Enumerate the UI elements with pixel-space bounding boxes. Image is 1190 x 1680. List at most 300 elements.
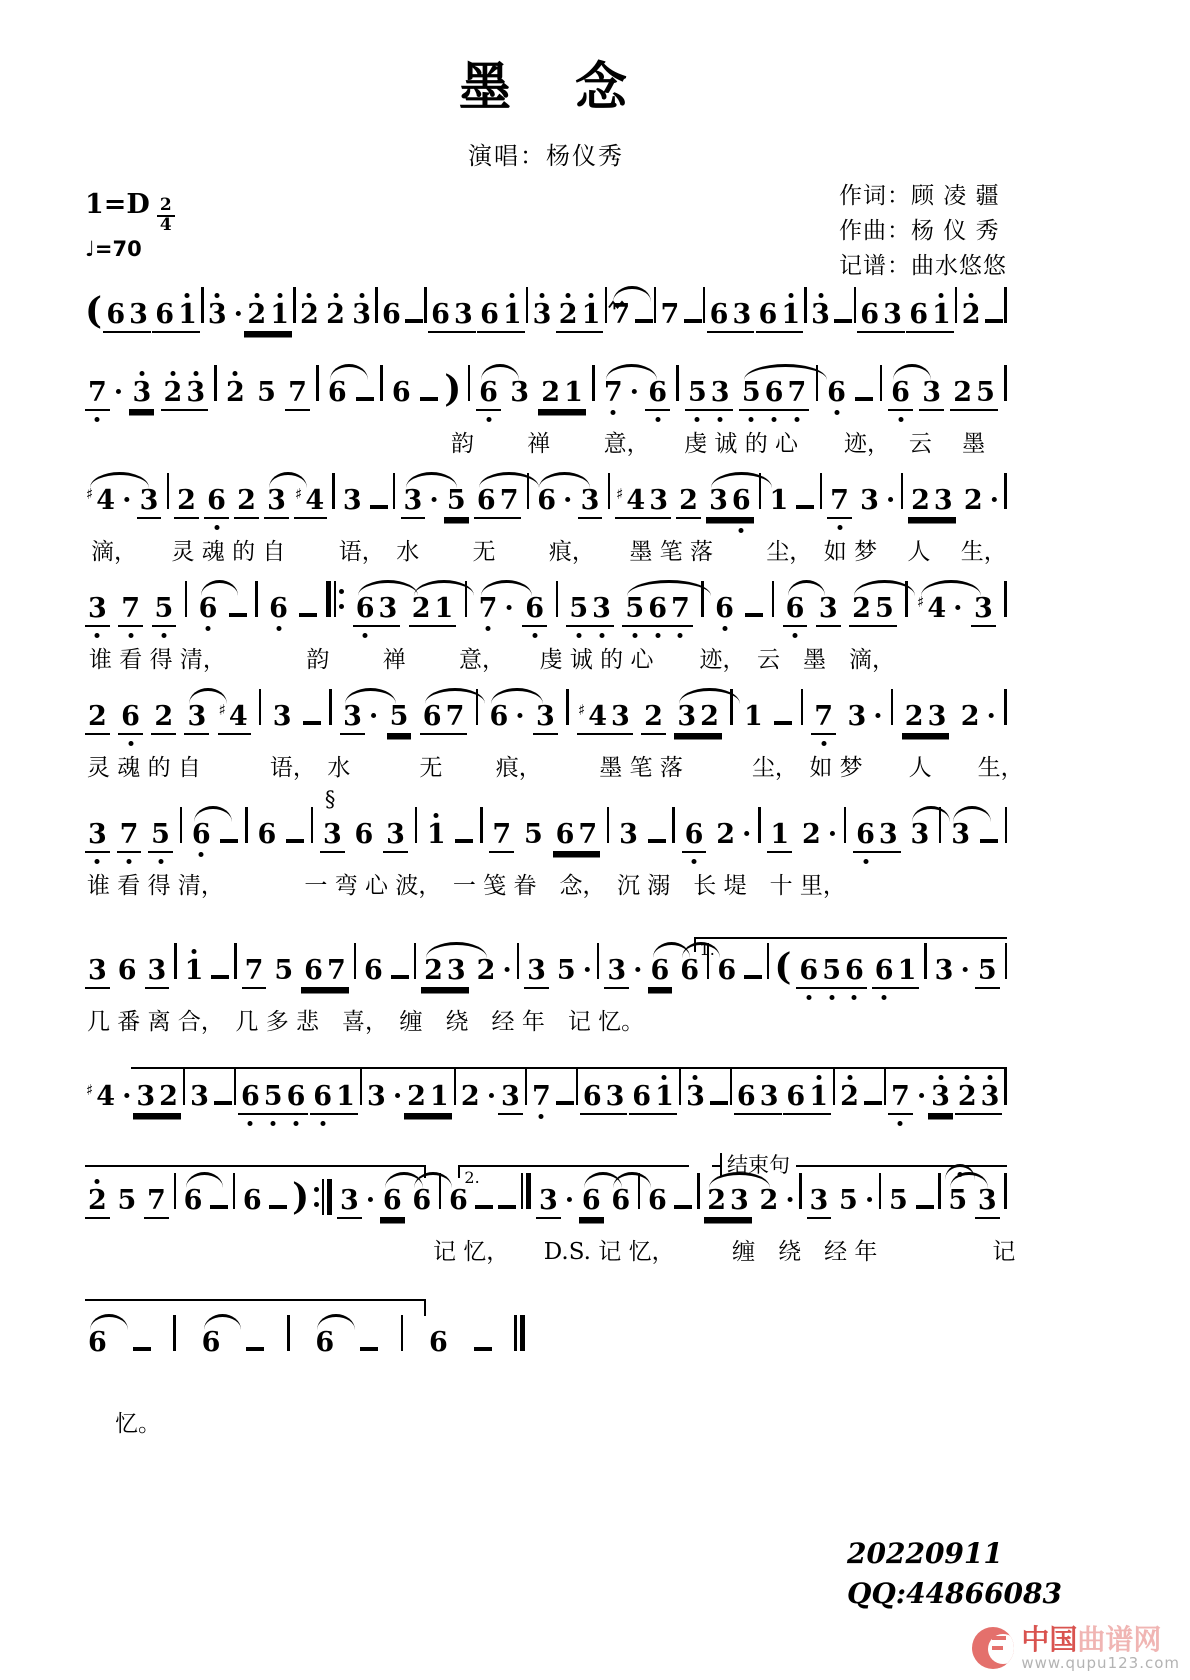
note: 3 <box>948 805 973 866</box>
barline <box>1004 287 1006 323</box>
note: 6 1 <box>906 285 954 348</box>
barline <box>1004 473 1006 509</box>
note: 1 <box>767 805 792 868</box>
volta-2-label: 2. <box>464 1168 480 1187</box>
augmentation-dot: · <box>504 593 514 624</box>
system-6 <box>85 787 1007 901</box>
barline <box>772 581 774 617</box>
barline <box>468 365 470 401</box>
barline <box>174 1173 176 1209</box>
dash-note <box>864 1101 882 1105</box>
barline <box>672 807 674 843</box>
date-note: 20220911 <box>847 1537 1003 1570</box>
barline <box>1004 1173 1006 1209</box>
note: 6 <box>783 579 808 642</box>
note: 6 5 6 <box>238 1067 308 1130</box>
note: 6 7 <box>474 471 522 534</box>
notation-line-3 <box>85 471 1007 537</box>
notation-line-2 <box>85 363 1007 429</box>
note: 3 <box>85 805 110 868</box>
note: 6 <box>257 819 277 850</box>
augmentation-dot: · <box>633 955 643 986</box>
watermark[interactable] <box>972 1622 1180 1673</box>
note: 2 · <box>716 819 752 850</box>
double-barline <box>521 1173 531 1209</box>
system-2 <box>85 363 1007 459</box>
note: 3 <box>811 299 830 330</box>
barline <box>393 473 395 509</box>
barline <box>758 807 760 843</box>
augmentation-dot: · <box>986 701 996 732</box>
note: 2 <box>234 471 259 534</box>
note: 3 <box>129 363 154 426</box>
note: 3 · <box>536 1171 574 1234</box>
barline <box>938 1173 940 1209</box>
note: 2 <box>300 299 319 330</box>
barline <box>174 943 176 979</box>
close-paren: ) <box>444 368 462 410</box>
barline <box>380 365 382 401</box>
augmentation-dot: · <box>486 1081 497 1112</box>
note: 1 <box>769 485 789 516</box>
note: 6 3 <box>734 1067 782 1130</box>
note: 2 <box>326 299 345 330</box>
note: 3 <box>975 1171 1000 1234</box>
note: 2 <box>226 377 245 408</box>
augmentation-dot: · <box>392 1081 403 1112</box>
dash-note <box>985 319 1003 323</box>
augmentation-dot: · <box>582 955 593 986</box>
note: 6 · <box>486 687 524 748</box>
note: ♯ 4 · <box>916 579 962 640</box>
note: 7 <box>660 299 680 330</box>
note: 2 <box>85 687 110 750</box>
notation-line-10 <box>85 1313 525 1379</box>
note: 2 1 <box>556 285 604 348</box>
dash-note <box>229 613 247 617</box>
repeat-start-barline <box>326 581 344 617</box>
barline <box>329 689 331 725</box>
augmentation-dot: · <box>864 1185 875 1216</box>
barline <box>401 1315 403 1351</box>
barline <box>293 287 295 323</box>
credits-block <box>839 179 1007 284</box>
barline <box>167 473 169 509</box>
note: 6 3 <box>103 285 151 348</box>
augmentation-dot: · <box>515 701 525 732</box>
note: 3 2 <box>133 1067 181 1130</box>
dash-note <box>360 1347 378 1351</box>
note: 5 <box>387 687 412 750</box>
note: 6 1 <box>477 285 525 348</box>
lyrics-line-5: 灵 魂 的 自 语， 水 无 痕， 墨 笔 落 尘， 如 梦 人 生， <box>87 755 1024 781</box>
note: 3 <box>85 579 110 642</box>
augmentation-dot: · <box>916 1081 927 1112</box>
dash-note <box>916 1205 934 1209</box>
note: 7 <box>608 285 633 346</box>
dash-note <box>214 1101 232 1105</box>
barline <box>605 287 607 323</box>
barline <box>884 1069 886 1105</box>
note: 2 · <box>963 485 1000 516</box>
note: 3 <box>137 471 162 534</box>
dash-note <box>286 839 304 843</box>
augmentation-dot: · <box>365 1185 376 1216</box>
barline <box>375 287 377 323</box>
note: 5 <box>117 1185 137 1216</box>
volta-1-label: 1. <box>699 940 715 959</box>
barline <box>234 943 236 979</box>
barline <box>287 1315 289 1351</box>
barline <box>955 287 957 323</box>
barline <box>245 807 247 843</box>
note: 2 5 <box>950 363 998 426</box>
note: 3 <box>510 377 530 408</box>
note: 3 <box>85 941 110 1004</box>
note: 2 3 <box>908 471 956 534</box>
note: 6 1 <box>872 941 920 1004</box>
barline <box>576 1069 578 1105</box>
sharp-icon: ♯ <box>86 485 94 503</box>
performer-line: 演唱：杨仪秀 <box>468 142 624 170</box>
system-9 <box>85 1153 1016 1267</box>
note: 6 3 <box>707 285 755 348</box>
lyrics-line-9: 记 忆， D.S. 记 忆， 缠 绕 经 年 记 <box>433 1239 1016 1265</box>
barline <box>607 807 609 843</box>
note: 6 <box>715 593 734 624</box>
lyrics-line-2: 韵 禅 意， 虔 诚 的 心 迹， 云 墨 <box>451 431 986 457</box>
note: 2 1 <box>409 579 457 642</box>
note: 3 6 <box>706 471 754 534</box>
dash-note <box>674 1205 692 1209</box>
note: 6 <box>677 941 702 1002</box>
note: 5 6 7 <box>622 579 692 642</box>
augmentation-dot: · <box>502 955 512 986</box>
system-3 <box>85 471 1007 567</box>
note: 3 · <box>847 701 883 732</box>
note: 2 · <box>460 1081 497 1112</box>
note: 7 <box>531 1081 551 1112</box>
note: 2 3 <box>704 1171 752 1234</box>
barline <box>414 943 416 979</box>
note: 5 <box>889 1185 908 1216</box>
song-title: 墨 念 <box>458 57 633 118</box>
barline <box>233 1173 235 1209</box>
note: 6 1 <box>629 1067 677 1130</box>
barline <box>424 287 426 323</box>
watermark-url[interactable]: www.qupu123.com <box>1021 1654 1180 1673</box>
note: 2 3 <box>161 363 209 426</box>
note: 6 <box>409 1171 434 1232</box>
barline <box>525 1069 527 1105</box>
dash-note <box>474 1347 492 1351</box>
note: 5 3 <box>566 579 614 642</box>
open-paren: ( <box>774 946 792 988</box>
dash-note <box>745 613 763 617</box>
note: 2 3 <box>955 1067 1003 1130</box>
dash-note <box>405 319 423 323</box>
score-meta <box>85 185 1007 281</box>
sharp-icon: ♯ <box>295 485 303 503</box>
time-signature-denominator: 4 <box>159 215 172 235</box>
barline <box>833 1069 835 1105</box>
note: 3 <box>816 579 841 642</box>
note: 6 1 <box>756 285 804 348</box>
note: 3 <box>145 941 170 1004</box>
dash-note <box>710 1101 728 1105</box>
barline <box>201 287 203 323</box>
barline <box>880 365 882 401</box>
augmentation-dot: · <box>827 819 838 850</box>
key-signature <box>85 189 175 234</box>
notation-line-8 <box>85 1067 1007 1133</box>
note: 2 3 <box>902 687 950 750</box>
note: 6 <box>448 1185 468 1216</box>
note: 6 <box>199 1313 224 1374</box>
note: 6 <box>608 1171 633 1232</box>
dash-note <box>498 1205 516 1209</box>
dash-note <box>246 1347 264 1351</box>
segno-icon: § <box>324 787 336 811</box>
dash-note <box>356 397 374 401</box>
notation-line-1 <box>85 285 1007 351</box>
qupu-logo-icon <box>972 1627 1014 1669</box>
barline <box>730 1069 732 1105</box>
note: 6 · <box>534 471 572 532</box>
note: 6 <box>717 955 737 986</box>
dash-note <box>269 1205 287 1209</box>
barline <box>901 473 903 509</box>
barline <box>556 581 558 617</box>
note: 3 <box>272 701 292 732</box>
note: 5 <box>152 579 177 642</box>
barline <box>234 1069 236 1105</box>
barline <box>183 1069 185 1105</box>
dash-note <box>210 1205 228 1209</box>
note: ♯ 4 <box>294 471 327 534</box>
dash-note <box>299 613 317 617</box>
note: 3 <box>264 471 289 534</box>
note: 6 <box>682 805 707 868</box>
note: 2 <box>961 299 981 330</box>
barline <box>415 807 417 843</box>
dash-note <box>648 839 666 843</box>
sharp-icon: ♯ <box>917 593 925 611</box>
note: 7 · <box>888 1067 926 1130</box>
dash-note <box>455 839 473 843</box>
note: 3 · <box>207 299 244 330</box>
notation-line-4 <box>85 579 1007 645</box>
note: 3 · <box>934 955 970 986</box>
note: 3 <box>919 363 944 426</box>
note: 2 · <box>759 1185 795 1216</box>
barline <box>354 943 356 979</box>
note: 2 · <box>476 955 512 986</box>
barline <box>259 689 261 725</box>
sharp-icon: ♯ <box>86 1081 94 1099</box>
note: 6 <box>648 941 673 1004</box>
barline <box>1004 365 1006 401</box>
note: 7 <box>118 579 143 642</box>
note: 6 <box>269 593 288 624</box>
lyricist-credit: 作词：顾 凌 疆 <box>839 183 1000 209</box>
note: ♯ 4 · <box>86 1081 132 1112</box>
note: 7 <box>811 687 836 750</box>
note: 2 <box>174 471 199 534</box>
time-signature-numerator: 2 <box>157 197 175 217</box>
barline <box>1004 1069 1006 1105</box>
note: 3 <box>619 819 638 850</box>
barline <box>676 365 678 401</box>
double-barline <box>514 1315 524 1351</box>
barline <box>697 1173 699 1209</box>
note: 3 · <box>337 1171 375 1234</box>
note: ♯ 4 3 <box>615 471 671 534</box>
dash-note <box>556 1101 574 1105</box>
note: 6 <box>196 579 221 640</box>
close-paren: ) <box>292 1176 310 1218</box>
note: 2 1 <box>244 285 292 348</box>
repeat-end-barline <box>314 1179 332 1215</box>
barline <box>517 943 519 979</box>
note: 6 <box>189 805 214 866</box>
composer-credit: 作曲：杨 仪 秀 <box>839 218 1000 244</box>
note: 5 <box>444 471 469 534</box>
note: 6 3 <box>853 805 901 868</box>
note: 6 <box>312 1313 337 1374</box>
barline <box>891 689 893 725</box>
dash-note <box>635 319 653 323</box>
note: 3 <box>184 687 209 750</box>
dash-note <box>834 319 852 323</box>
barline <box>703 287 705 323</box>
note: 6 7 <box>420 687 468 750</box>
dash-note <box>475 1205 493 1209</box>
note: 6 5 6 <box>796 941 866 1004</box>
barline <box>799 1173 801 1209</box>
note: 5 <box>945 1171 970 1232</box>
note: 6 1 <box>783 1067 831 1130</box>
note: 6 <box>181 1171 206 1232</box>
note: 2 <box>840 1081 859 1112</box>
note: 3 <box>190 1081 209 1112</box>
barline <box>804 287 806 323</box>
signature-block <box>847 1534 1062 1614</box>
note: 5 · <box>839 1185 875 1216</box>
dash-note <box>133 1347 151 1351</box>
note: 7 <box>242 941 267 1004</box>
barline <box>820 473 822 509</box>
note: ♯ 4 <box>218 687 251 750</box>
note: ♯ 4 · <box>85 471 131 532</box>
watermark-brand-part1: 中国 <box>1021 1622 1078 1656</box>
note: 6 <box>827 377 846 408</box>
note: 3 <box>498 1067 523 1130</box>
notation-line-5 <box>85 687 1007 753</box>
note: 6 <box>382 299 401 330</box>
sharp-icon: ♯ <box>616 485 624 503</box>
note: 3 <box>686 1081 705 1112</box>
note: 6 <box>888 363 913 426</box>
note: 5 3 <box>685 363 733 426</box>
note: 6 3 <box>580 1067 628 1130</box>
watermark-brand-part2: 曲谱网 <box>1077 1622 1162 1656</box>
note: 3 <box>971 579 996 642</box>
notation-line-6 <box>85 787 1007 871</box>
lyrics-line-6: 谁 看 得 清， 一 弯 心 波， 一 笺 眷 念， 沉 溺 长 堤 十 里， <box>87 873 846 899</box>
note: 6 1 <box>310 1067 358 1130</box>
note: 3 2 <box>674 687 722 750</box>
system-1 <box>85 285 1007 351</box>
system-4 <box>85 579 1007 675</box>
dash-note <box>744 975 762 979</box>
note: 6 3 <box>353 579 401 642</box>
dash-note <box>211 975 229 979</box>
note: 7 <box>117 805 142 868</box>
note: 6 <box>380 1171 405 1234</box>
note: 3 <box>533 687 558 750</box>
tempo-marking: ♩=70 <box>85 237 142 261</box>
note: 1 <box>184 955 204 986</box>
note: 5 · <box>556 955 593 986</box>
note: 7 · <box>85 363 123 426</box>
augmentation-dot: · <box>960 955 970 986</box>
note: 3 · <box>367 1081 403 1112</box>
augmentation-dot: · <box>629 377 640 408</box>
note: 6 7 <box>553 805 601 868</box>
barline <box>608 473 610 509</box>
ending-section-label: 结束句 <box>720 1153 796 1177</box>
barline <box>480 807 482 843</box>
note: 6 <box>522 579 547 642</box>
note: 5 <box>274 955 294 986</box>
note: 7 · <box>601 363 639 424</box>
lyrics-line-7: 几 番 离 合， 几 多 悲 喜， 缠 绕 经 年 记 忆。 <box>87 1009 645 1035</box>
transcriber-credit: 记谱：曲水悠悠 <box>839 253 1007 279</box>
dash-note <box>420 397 438 401</box>
note: 6 <box>391 377 411 408</box>
note: 6 1 <box>152 285 200 348</box>
augmentation-dot: · <box>122 1081 132 1112</box>
system-10 <box>85 1313 1007 1439</box>
note: 6 <box>364 955 383 986</box>
note: 6 3 <box>428 285 476 348</box>
note: 2 1 <box>538 363 586 426</box>
note: 7 <box>285 363 310 426</box>
augmentation-dot: · <box>785 1185 795 1216</box>
barline <box>255 581 257 617</box>
barline <box>844 807 846 843</box>
augmentation-dot: · <box>989 485 1000 516</box>
note: 6 <box>204 471 229 534</box>
lyrics-line-10: 忆。 <box>115 1411 161 1437</box>
note: 3 · <box>604 941 642 1004</box>
augmentation-dot: · <box>563 485 573 516</box>
barline <box>654 287 656 323</box>
barline <box>526 287 528 323</box>
dash-note <box>796 505 814 509</box>
time-signature <box>157 197 175 234</box>
note: 7 <box>489 805 514 868</box>
augmentation-dot: · <box>953 593 963 624</box>
note: 3 <box>907 805 932 866</box>
note: 2 · <box>960 701 996 732</box>
lyrics-line-4: 谁 看 得 清， 韵 禅 意， 虔 诚 的 心 迹， 云 墨 滴， <box>89 647 895 673</box>
note: 2 <box>676 471 701 534</box>
note: 2 <box>151 687 176 750</box>
barline <box>180 807 182 843</box>
barline <box>173 1315 175 1351</box>
